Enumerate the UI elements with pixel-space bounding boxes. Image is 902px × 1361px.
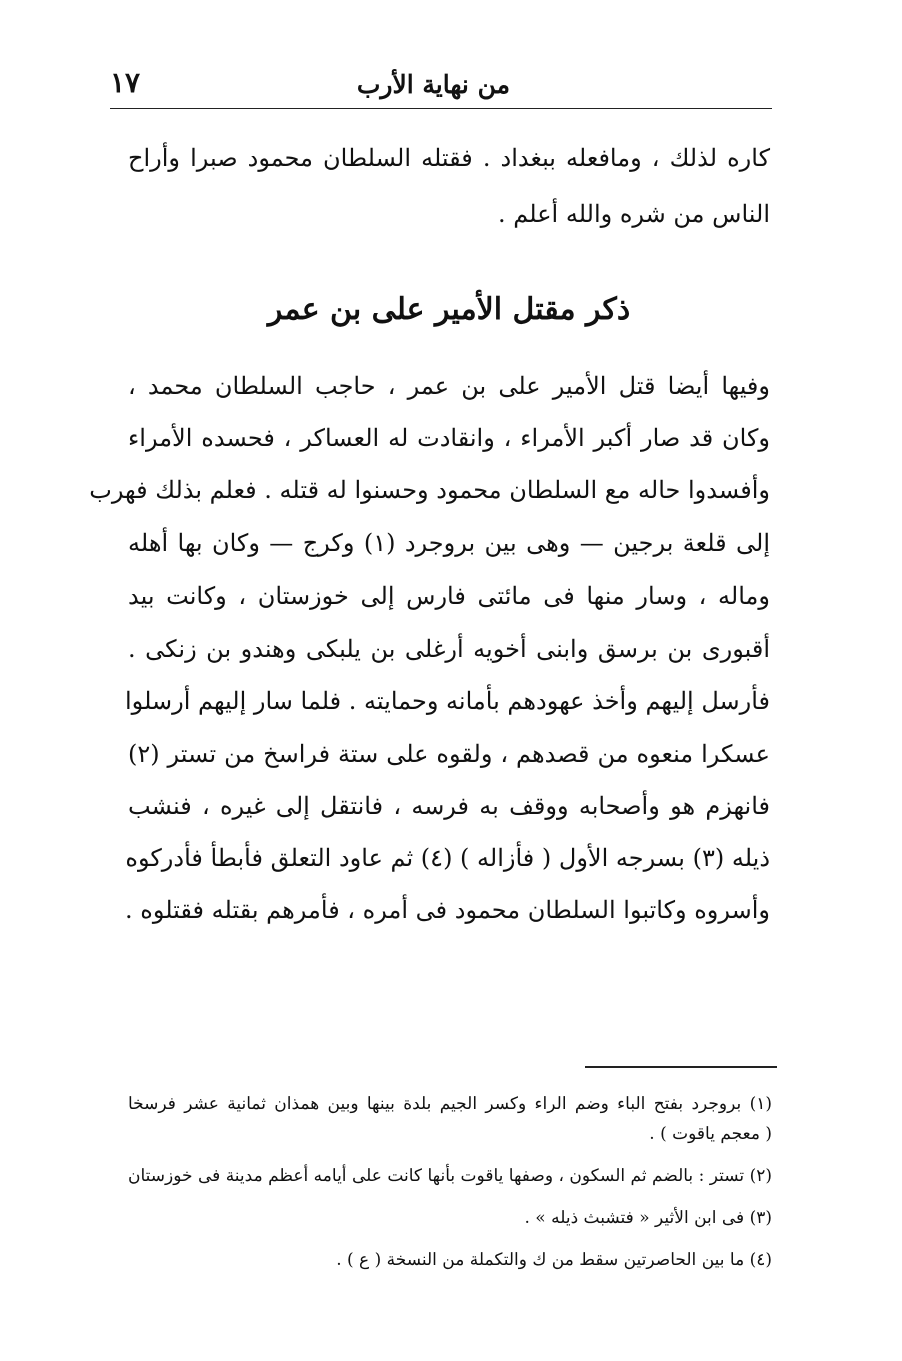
- footnote-line: (٢) تستر : بالضم ثم السكون ، وصفها ياقوت بأنها كانت على أيامه أعظم مدينة فى خوزستان: [128, 1166, 772, 1186]
- text-line: أقبورى بن برسق وابنى أخويه أرغلى بن يلبكى وهندو بن زنكى .: [128, 635, 770, 663]
- header-rule: [110, 108, 772, 109]
- page-number: ١٧: [110, 66, 141, 99]
- text-line: الناس من شره والله أعلم .: [498, 200, 770, 228]
- footnote-rule: [585, 1066, 777, 1068]
- footnote-line: (٤) ما بين الحاصرتين سقط من ك والتكملة من النسخة ( ع ) .: [336, 1250, 772, 1270]
- text-line: كاره لذلك ، ومافعله ببغداد . فقتله السلطان محمود صبرا وأراح: [128, 144, 770, 172]
- text-line: عسكرا منعوه من قصدهم ، ولقوه على ستة فراسخ من تستر (٢): [128, 740, 770, 768]
- text-line: إلى قلعة برجين — وهى بين بروجرد (١) وكرج — وكان بها أهله: [128, 529, 770, 557]
- text-line: فأرسل إليهم وأخذ عهودهم بأمانه وحمايته . فلما سار إليهم أرسلوا: [125, 687, 770, 715]
- footnote-line: (١) بروجرد بفتح الباء وضم الراء وكسر الجيم بلدة بينها وبين همذان ثمانية عشر فرسخا: [128, 1094, 772, 1114]
- text-line: وفيها أيضا قتل الأمير على بن عمر ، حاجب السلطان محمد ،: [128, 372, 770, 400]
- text-line: وماله ، وسار منها فى مائتى فارس إلى خوزستان ، وكانت بيد: [128, 582, 770, 610]
- text-line: ذيله (٣) بسرجه الأول ( فأزاله ) (٤) ثم عاود التعلق فأبطأ فأدركوه: [125, 844, 770, 872]
- footnote-line: ( معجم ياقوت ) .: [649, 1124, 772, 1144]
- text-line: وكان قد صار أكبر الأمراء ، وانقادت له العساكر ، فحسده الأمراء: [128, 424, 770, 452]
- page-header: [110, 64, 772, 112]
- text-line: وأفسدوا حاله مع السلطان محمود وحسنوا له قتله . فعلم بذلك فهرب: [89, 476, 770, 504]
- footnote-line: (٣) فى ابن الأثير « فتشبث ذيله » .: [524, 1208, 772, 1228]
- section-heading: ذكر مقتل الأمير على بن عمر: [267, 292, 631, 327]
- text-line: فانهزم هو وأصحابه ووقف به فرسه ، فانتقل إلى غيره ، فنشب: [128, 792, 770, 820]
- running-title: من نهاية الأرب: [356, 70, 510, 99]
- text-line: وأسروه وكاتبوا السلطان محمود فى أمره ، فأمرهم بقتله فقتلوه .: [125, 896, 770, 924]
